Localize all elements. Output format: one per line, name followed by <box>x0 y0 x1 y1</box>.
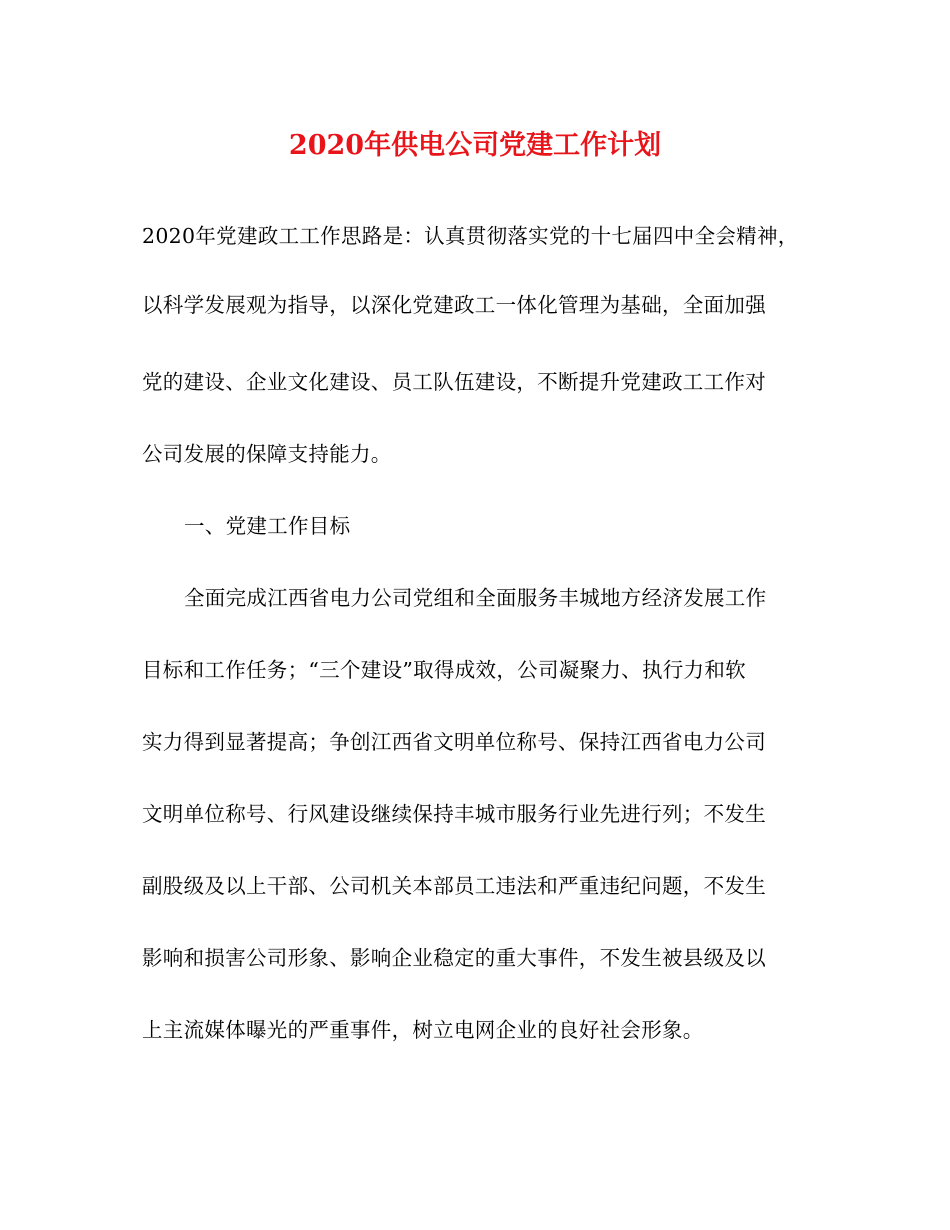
paragraph-line: 上主流媒体曝光的严重事件，树立电网企业的良好社会形象。 <box>142 1018 704 1042</box>
paragraph-line: 目标和工作任务；“三个建设”取得成效，公司凝聚力、执行力和软 <box>142 658 746 682</box>
paragraph-line: 副股级及以上干部、公司机关本部员工违法和严重违纪问题，不发生 <box>142 874 766 898</box>
paragraph-line: 全面完成江西省电力公司党组和全面服务丰城地方经济发展工作 <box>184 586 767 610</box>
document-title: 2020年供电公司党建工作计划 <box>288 130 662 161</box>
paragraph-line: 党的建设、企业文化建设、员工队伍建设，不断提升党建政工工作对 <box>142 370 766 394</box>
paragraph-line: 文明单位称号、行风建设继续保持丰城市服务行业先进行列；不发生 <box>142 802 766 826</box>
section-heading: 一、党建工作目标 <box>184 514 351 538</box>
document-body <box>142 0 812 1230</box>
paragraph-line: 实力得到显著提高；争创江西省文明单位称号、保持江西省电力公司 <box>142 730 766 754</box>
paragraph-line: 2020年党建政工工作思路是：认真贯彻落实党的十七届四中全会精神， <box>142 224 799 248</box>
paragraph-line: 以科学发展观为指导，以深化党建政工一体化管理为基础，全面加强 <box>142 293 766 317</box>
paragraph-line: 影响和损害公司形象、影响企业稳定的重大事件，不发生被县级及以 <box>142 946 766 970</box>
paragraph-line: 公司发展的保障支持能力。 <box>142 442 392 466</box>
